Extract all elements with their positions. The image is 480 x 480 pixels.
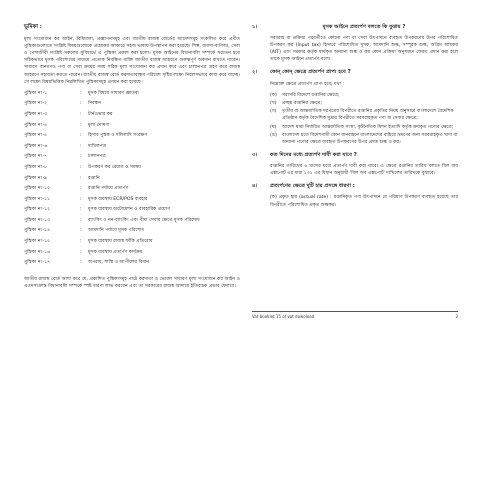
page-number: 2 bbox=[455, 314, 458, 319]
booklet-item bbox=[24, 206, 240, 217]
booklet-separator: : bbox=[80, 186, 82, 192]
list-item bbox=[270, 124, 458, 131]
booklet-separator: : bbox=[80, 101, 82, 107]
booklet-title: মূসক ব্যবস্থায় ECR/POS ব্যবহার bbox=[88, 196, 148, 202]
list-item bbox=[270, 132, 458, 146]
closing-paragraph: জাতীয় রাজস্ব বোর্ড আশা করে যে, প্রকাশিত পুস্তিকাসমূহ পাঠে করদাতা ও ভোক্তা সাধারণ মূল্য সংযোজন কর আইন ও এতদসংক্রান্ত বিধানাবলি সম্পর্কে স্পষ্ট ধারণা লাভ করবেন এবং তা সরকারের রাজস্ব আদায়ে ইতিবাচক প্রভাব ফেলবে। bbox=[24, 276, 240, 289]
booklet-item bbox=[24, 175, 240, 186]
booklet-title: টার্নওভার কর bbox=[88, 111, 113, 117]
booklet-title: নিবন্ধন bbox=[88, 101, 101, 107]
question-4 bbox=[252, 183, 458, 190]
booklet-title: ব্যাংকিং ও নন-ব্যাংকিং এবং বীমা সেবার ক্ষেত্রে মূসক পরিশোধ bbox=[88, 217, 200, 223]
booklet-item bbox=[24, 259, 240, 270]
intro-paragraph: মূল্য সংযোজন কর আইন, বিধিমালা, প্রজ্ঞাপনসমূহ এবং জাতীয় রাজস্ব বোর্ডের আদেশসমূহ সংকলিত করে প্রণীত পুস্তিকাগুলোতে সংশ্লিষ্ট বিষয়গুলোকে প্রশ্নোত্তর আকারে সহজ ভাষায় উপস্থাপন করা হয়েছে। শিল্প, ব্যবসা-বাণিজ্য, সেবা ও পেশাজীবী সংশ্লিষ্ট সকলের সুবিধার্থে এ পুস্তিকা প্রকাশ করা হলো। মূসক আইনের বিধানাবলি সম্পর্কে সচেতন হয়ে সঠিকভাবে মূসক পরিশোধের মাধ্যমে প্রত্যেক নিবন্ধিত ব্যক্তি জাতীয় রাজস্ব আহরণে গুরুত্বপূর্ণ অবদান রাখতে পারেন। সাধারণ জনগণও পণ্য বা সেবা ক্রয়ের সময় সঠিক মূল্য সংযোজন কর প্রদান করে এবং চালানপত্র গ্রহণ করে রাজস্ব আহরণে সহায়তা করতে পারেন। জাতীয় রাজস্ব বোর্ড করদাতাবান্ধব পরিবেশ সৃষ্টির লক্ষ্যে নিরলসভাবে কাজ করে যাচ্ছে। সে লক্ষ্যে বিষয়ভিত্তিক নিম্নলিখিত পুস্তিকাসমূহ প্রণয়ন করা হয়েছে : bbox=[24, 37, 240, 85]
list-key: (ক) bbox=[270, 92, 277, 98]
booklet-item bbox=[24, 111, 240, 122]
question-text: প্রত্যর্পণের ক্ষেত্রে দুটি হার প্রসঙ্গে ধারণা : bbox=[270, 183, 355, 190]
booklet-item bbox=[24, 90, 240, 101]
booklet-separator: : bbox=[80, 196, 82, 202]
booklet-separator: : bbox=[80, 154, 82, 160]
left-column bbox=[24, 24, 240, 294]
list-item bbox=[270, 108, 458, 122]
booklet-number: পুস্তিকা নং-১৫ bbox=[24, 239, 51, 245]
booklet-number: পুস্তিকা নং-২ bbox=[24, 101, 48, 107]
booklet-separator: : bbox=[80, 217, 82, 223]
list-text: আদেশ দ্বারা নির্ধারিত আন্তর্জাতিক সংস্থা, কূটনৈতিক মিশন ইত্যাদি কর্তৃক ক্রয়কৃত পণ্যের ক্ষেত্রে; bbox=[282, 124, 454, 130]
list-item bbox=[270, 92, 458, 99]
list-text: সরাসরি বিদেশে রপ্তানির ক্ষেত্রে; bbox=[282, 92, 340, 98]
booklet-item bbox=[24, 238, 240, 249]
booklet-title: মূসক ব্যবস্থায় প্রত্যর্পণ কার্যক্রম bbox=[88, 249, 143, 255]
booklet-number: পুস্তিকা নং-৫ bbox=[24, 133, 48, 139]
booklet-item bbox=[24, 143, 240, 154]
booklet-separator: : bbox=[80, 260, 82, 266]
booklet-number: পুস্তিকা নং-১৪ bbox=[24, 228, 51, 234]
booklet-separator: : bbox=[80, 122, 82, 128]
booklet-title: আমদানি পর্যায়ে মূসক পরিশোধ bbox=[88, 228, 144, 234]
list-item bbox=[270, 100, 458, 107]
booklet-item bbox=[24, 132, 240, 143]
booklet-item bbox=[24, 153, 240, 164]
answer-2-intro: নিম্নোক্ত ক্ষেত্রে প্রত্যর্পণ প্রাপ্য হবে; যথা : bbox=[270, 81, 344, 87]
intro-heading: ভূমিকা : bbox=[24, 24, 42, 30]
booklet-item bbox=[24, 185, 240, 196]
booklet-number: পুস্তিকা নং-৬ bbox=[24, 143, 48, 149]
list-text: তৃতীয় বা আন্তর্জাতিক দরপত্রের বিপরীতে রপ্তানির প্রকৃতির নিয়ম অনুসারে বাংলাদেশে বৈদেশিক প্রতিষ্ঠান কর্তৃক বৈদেশিক মুদ্রায় বিপরীতে সরবরাহকৃত পণ্য বা সেবার ক্ষেত্রে; bbox=[282, 109, 454, 122]
booklet-title: উপকরণ কর রেয়াত ও সমন্বয় bbox=[88, 164, 141, 170]
footer-divider bbox=[252, 311, 458, 312]
booklet-item bbox=[24, 227, 240, 238]
question-2 bbox=[252, 69, 458, 76]
booklet-number: পুস্তিকা নং-৯ bbox=[24, 175, 48, 181]
booklet-title: রপ্তানি bbox=[88, 175, 100, 181]
question-number: ১। bbox=[252, 24, 258, 30]
booklet-separator: : bbox=[80, 143, 82, 149]
booklet-title: মূসক বিষয়ে সাধারণ জ্ঞাতব্য bbox=[88, 90, 139, 96]
booklet-title: রপ্তানি পর্যায়ে প্রত্যর্পণ bbox=[88, 186, 129, 192]
booklet-item bbox=[24, 164, 240, 175]
booklet-number: পুস্তিকা নং-৩ bbox=[24, 111, 48, 117]
booklet-number: পুস্তিকা নং-১২ bbox=[24, 207, 51, 213]
booklet-title: দাখিলপত্র bbox=[88, 143, 106, 149]
booklet-number: পুস্তিকা নং-১৩ bbox=[24, 217, 51, 223]
list-key: (ঙ) bbox=[270, 132, 277, 138]
booklet-separator: : bbox=[80, 133, 82, 139]
booklet-number: পুস্তিকা নং-১০ bbox=[24, 186, 51, 192]
right-column bbox=[252, 24, 458, 213]
question-1 bbox=[252, 24, 458, 31]
answer-4-item: (ক) প্রকৃত হার (actual rate) : রপ্তানিকৃত পণ্য উৎপাদনে যে পরিমাণ উপকরণ ব্যবহৃত হয়েছে তার বিপরীতে পরিশোধিত প্রকৃত শুল্ককর। bbox=[270, 195, 458, 208]
question-text: মূসক আইনে প্রত্যর্পণ বলতে কি বুঝায় ? bbox=[322, 24, 406, 30]
booklet-number: পুস্তিকা নং-৭ bbox=[24, 154, 48, 160]
question-number: ৪। bbox=[252, 183, 258, 190]
list-key: (গ) bbox=[270, 109, 277, 115]
refund-case-list bbox=[252, 92, 458, 146]
booklet-item bbox=[24, 122, 240, 133]
booklet-number: পুস্তিকা নং-৪ bbox=[24, 122, 48, 128]
booklet-number: পুস্তিকা নং-১ bbox=[24, 90, 48, 96]
booklet-title: মূল্য ঘোষণা bbox=[88, 122, 110, 128]
booklet-number: পুস্তিকা নং-১৭ bbox=[24, 260, 51, 266]
booklet-item bbox=[24, 100, 240, 111]
question-number: ২। bbox=[252, 69, 258, 76]
booklet-list bbox=[24, 90, 240, 270]
question-text: কত দিনের মধ্যে প্রত্যর্পণ দাবী করা যাবে ? bbox=[270, 152, 357, 159]
booklet-separator: : bbox=[80, 175, 82, 181]
booklet-separator: : bbox=[80, 249, 82, 255]
booklet-separator: : bbox=[80, 228, 82, 234]
booklet-number: পুস্তিকা নং-১৬ bbox=[24, 249, 51, 255]
list-text: প্রচ্ছন্ন রপ্তানির ক্ষেত্রে; bbox=[282, 100, 322, 106]
booklet-title: মূসক ব্যবস্থায় অটোমেশন ও ব্যবহারিক প্রয়োগ bbox=[88, 207, 171, 213]
question-3 bbox=[252, 152, 458, 159]
question-text: কোন্‌ কোন্‌ ক্ষেত্রে প্রত্যর্পণ প্রাপ্য হবে ? bbox=[270, 69, 351, 76]
list-text: বাংলাদেশ হতে বিদেশগামী কোন যানবাহনে বাংলাদেশের বাহিরে ভ্রমণের জন্য সরবরাহকৃত খাদ্য বা অন্যান্য পণ্যের ক্ষেত্রে ব্যবহৃত উপকরণের উপর প্রদত্ত শুল্ক ও কর। bbox=[282, 132, 458, 145]
list-key: (ঘ) bbox=[270, 124, 277, 130]
booklet-separator: : bbox=[80, 207, 82, 213]
booklet-title: মূসক ব্যবস্থায় রাজস্ব ফাঁকি প্রতিরোধ bbox=[88, 239, 153, 245]
question-number: ৩। bbox=[252, 152, 258, 159]
booklet-separator: : bbox=[80, 239, 82, 245]
answer-1: সরবরাহ বা প্রক্রিয়া পরবর্তীতে কোনো পণ্য বা সেবা উৎপাদনে ব্যবহৃত উপকরণের উপর পরিশোধিত উপকরণ কর (Input tax) হিসাবে পরিশোধিত মূসক, আমদানি শুল্ক, সম্পূরক শুল্ক, অগ্রিম আয়কর (AIT) এবং সরকার কর্তৃক ধার্যকৃত অন্যান্য শুল্ক ও কর কোন প্রক্রিয়া অনুসরণে ফেরত প্রদান করা হলে তাকে মূসক আইনে প্রত্যর্পণ বলে। bbox=[270, 36, 458, 63]
booklet-number: পুস্তিকা নং-৮ bbox=[24, 164, 48, 170]
booklet-item bbox=[24, 249, 240, 260]
answer-3: রপ্তানির তারিখের ৬ মাসের মধ্যে প্রত্যর্পণ দাবী করা যাবে। এ ক্ষেত্রে রপ্তানির তারিখ বলতে বিল অব এক্সপোর্ট এর ধারা ১৩১ এর বিধান অনুযায়ী 'বিল অব এক্সপোর্ট' দাখিলের তারিখকে বুঝাবে। bbox=[270, 164, 458, 177]
booklet-number: পুস্তিকা নং-১১ bbox=[24, 196, 51, 202]
booklet-separator: : bbox=[80, 111, 82, 117]
booklet-title: অপরাধ, শাস্তি ও আপীলের বিধান bbox=[88, 260, 149, 266]
booklet-separator: : bbox=[80, 164, 82, 170]
booklet-title: হিসাব পুস্তক ও দলিলাদি সংরক্ষণ bbox=[88, 133, 148, 139]
footer-text: Vat booklet 15 of vat dowoload bbox=[252, 314, 315, 319]
booklet-title: চালানপত্র bbox=[88, 154, 106, 160]
booklet-item bbox=[24, 217, 240, 228]
booklet-separator: : bbox=[80, 90, 82, 96]
list-key: (খ) bbox=[270, 100, 277, 106]
booklet-item bbox=[24, 196, 240, 207]
